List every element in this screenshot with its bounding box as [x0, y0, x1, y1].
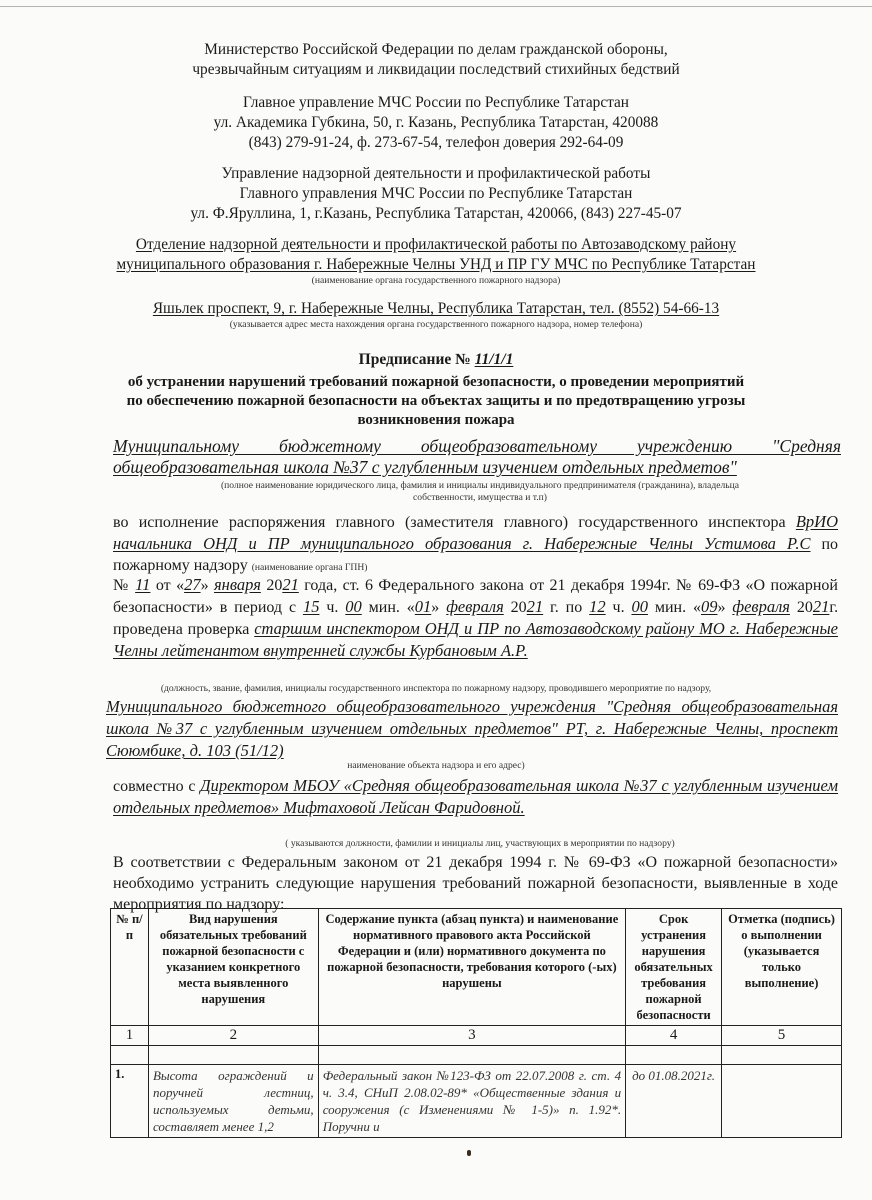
instruction-paragraph: В соответствии с Федеральным законом от 21 декабря 1994 г. № 69-ФЗ «О пожарной безопасности» необходимо устранить следующие нарушения требований пожарной безопасности, выявленные в ходе мероприятия по надзору:: [113, 854, 838, 913]
number-sign: №: [113, 577, 130, 594]
violation-text: Высота ограждений и поручней лестниц, используемых детьми, составляет менее 1,2: [148, 1065, 318, 1138]
inspector-name: старшим инспектором ОНД и ПР по Автозаводскому району МО г. Набережные Челны лейтенантом внутренней службы Курбановым А.Р.: [113, 619, 838, 660]
start-year: 21: [526, 597, 544, 616]
address-block: [0, 299, 872, 331]
text: 20: [510, 599, 527, 616]
document-title: [0, 350, 872, 430]
title-prefix: Предписание №: [358, 351, 471, 368]
law-text: года, ст. 6 Федерального закона от 21 декабря 1994г. № 69-ФЗ «О пожарной безопасности» в период с: [113, 577, 838, 616]
end-hour: 12: [589, 597, 606, 616]
order-basis-paragraph: [113, 511, 838, 576]
branch-line: муниципального образования г. Набережные Челны УНД и ПР ГУ МЧС по Республике Татарстан: [116, 256, 756, 273]
start-month: февраля: [446, 597, 504, 616]
column-header: Срок устранения нарушения обязательных требования пожарной безопасности: [626, 909, 722, 1026]
text: »: [431, 599, 440, 616]
column-header: Содержание пункта (абзац пункта) и наименование нормативного правового акта Российской Федерации и (или) нормативного документа по пожарной безопасности, требования которого (-ых) нарушены: [318, 909, 625, 1026]
chief-inspector: ВрИО начальника ОНД и ПР муниципального образования г. Набережные Челны Устимова Р.С: [113, 512, 839, 553]
norm-text: Федеральный закон №123-ФЗ от 22.07.2008 г. ст. 4 ч. 3.4, СНиП 2.08.02-89* «Общественные здания и сооружения (с Изменениями № 1-5)» п. 1.92*. Поручни и: [318, 1065, 625, 1138]
participant-name: Директором МБОУ «Средняя общеобразовательная школа №37 с углубленным изучением отдельных предметов» Мифтаховой Лейсан Фаридовной.: [113, 776, 839, 817]
ministry-line: чрезвычайным ситуациям и ликвидации последствий стихийных бедствий: [192, 61, 680, 78]
text: мин. «: [368, 599, 415, 616]
deadline: до 01.08.2021г.: [626, 1065, 722, 1138]
start-hour: 15: [302, 597, 320, 616]
main-department: [0, 93, 872, 153]
text: совместно с: [113, 778, 196, 795]
order-month: января: [214, 575, 261, 594]
title-line: возникновения пожара: [357, 412, 515, 428]
order-ref-number: 11: [135, 575, 151, 594]
text: мин. «: [654, 599, 701, 616]
inspector-caption: (должность, звание, фамилия, инициалы государственного инспектора по пожарному надзору, проводившего мероприятие по надзору,: [160, 683, 712, 694]
text: ч.: [326, 599, 339, 616]
inspected-object: Муниципального бюджетного общеобразовательного учреждения "Средняя общеобразовательная школа №37 с углубленным изучением отдельных предметов" РТ, г. Набережные Челны, проспект Сююмбике, д. 103 (51/12): [106, 697, 838, 760]
object-paragraph: [106, 696, 838, 762]
branch-caption: (наименование органа государственного пожарного надзора): [311, 275, 561, 286]
basis-text-tail: по пожарному надзору: [113, 536, 838, 574]
recipient-caption-line: собственности, имущества и т.п): [413, 492, 547, 503]
participants-paragraph: [113, 775, 838, 819]
order-year: 21: [282, 575, 299, 594]
main-dept-line: (843) 279-91-24, ф. 273-67-54, телефон доверия 292-64-09: [248, 134, 624, 151]
end-minute: 00: [631, 597, 648, 616]
column-number: 5: [722, 1026, 842, 1046]
basis-caption: (наименование органа ГПН): [251, 562, 368, 573]
scan-speck: [467, 1150, 471, 1156]
text: 20: [266, 577, 283, 594]
column-number: 2: [148, 1026, 318, 1046]
ministry-line: Министерство Российской Федерации по делам гражданской обороны,: [204, 41, 668, 58]
column-header: № п/п: [111, 909, 149, 1026]
recipient-line: Муниципальному бюджетному общеобразовательному учреждению "Средняя: [113, 436, 841, 456]
basis-text: во исполнение распоряжения главного (заместителя главного) государственного инспектора: [113, 514, 786, 531]
supervision-line: Управление надзорной деятельности и профилактической работы: [221, 165, 651, 182]
start-minute: 00: [345, 597, 362, 616]
column-number: 4: [626, 1026, 722, 1046]
branch-line: Отделение надзорной деятельности и профилактической работы по Автозаводскому району: [135, 236, 737, 253]
table-header-row: [111, 909, 842, 1026]
row-number: 1.: [111, 1065, 149, 1138]
text: »: [717, 599, 726, 616]
supervision-line: ул. Ф.Яруллина, 1, г.Казань, Республика Татарстан, 420066, (843) 227-45-07: [190, 205, 682, 222]
column-number-row: [111, 1026, 842, 1046]
text: от «: [155, 577, 185, 594]
address-line: Яшьлек проспект, 9, г. Набережные Челны, Республика Татарстан, тел. (8552) 54-66-13: [152, 300, 720, 317]
order-number: 11/1/1: [474, 351, 514, 368]
supervision-department: [0, 164, 872, 224]
object-caption: наименование объекта надзора и его адрес): [347, 760, 525, 771]
supervision-line: Главного управления МЧС России по Республике Татарстан: [239, 185, 633, 202]
inspection-paragraph: [113, 574, 838, 662]
table-row: [111, 1065, 842, 1138]
text: ч.: [612, 599, 625, 616]
text: г. по: [550, 599, 583, 616]
column-number: 1: [111, 1026, 149, 1046]
recipient-caption: [120, 480, 840, 504]
text: 20: [796, 599, 813, 616]
participants-caption: ( указываются должности, фамилии и инициалы лиц, участвующих в мероприятии по надзору): [285, 838, 675, 849]
column-number: 3: [318, 1026, 625, 1046]
address-caption: (указывается адрес места нахождения органа государственного пожарного надзора, номер телефона): [229, 319, 643, 330]
title-line: об устранении нарушений требований пожарной безопасности, о проведении мероприятий: [127, 374, 745, 390]
text: г. проведена проверка: [113, 599, 839, 638]
page-top-edge: [0, 6, 872, 7]
recipient-caption-line: (полное наименование юридического лица, фамилия и инициалы индивидуального предпринимателя (гражданина), владельца: [220, 480, 740, 491]
completion-mark: [722, 1065, 842, 1138]
recipient-block: [113, 436, 841, 478]
order-day: 27: [184, 575, 201, 594]
start-day: 01: [414, 597, 432, 616]
end-day: 09: [701, 597, 718, 616]
branch-department: [0, 235, 872, 287]
column-header: Вид нарушения обязательных требований пожарной безопасности с указанием конкретного места выявленного нарушения: [148, 909, 318, 1026]
spacer-row: [111, 1046, 842, 1065]
recipient-line: общеобразовательная школа №37 с углубленным изучением отдельных предметов": [113, 457, 737, 477]
main-dept-line: Главное управление МЧС России по Республике Татарстан: [243, 94, 629, 111]
end-month: февраля: [732, 597, 790, 616]
violations-table: [110, 908, 842, 1138]
end-year: 21: [812, 597, 830, 616]
ministry-header: [0, 40, 872, 80]
column-header: Отметка (подпись) о выполнении (указывается только выполнение): [722, 909, 842, 1026]
main-dept-line: ул. Академика Губкина, 50, г. Казань, Республика Татарстан, 420088: [213, 114, 659, 131]
title-line: по обеспечению пожарной безопасности на объектах защиты и по предотвращению угрозы: [126, 393, 746, 409]
text: »: [200, 577, 209, 594]
